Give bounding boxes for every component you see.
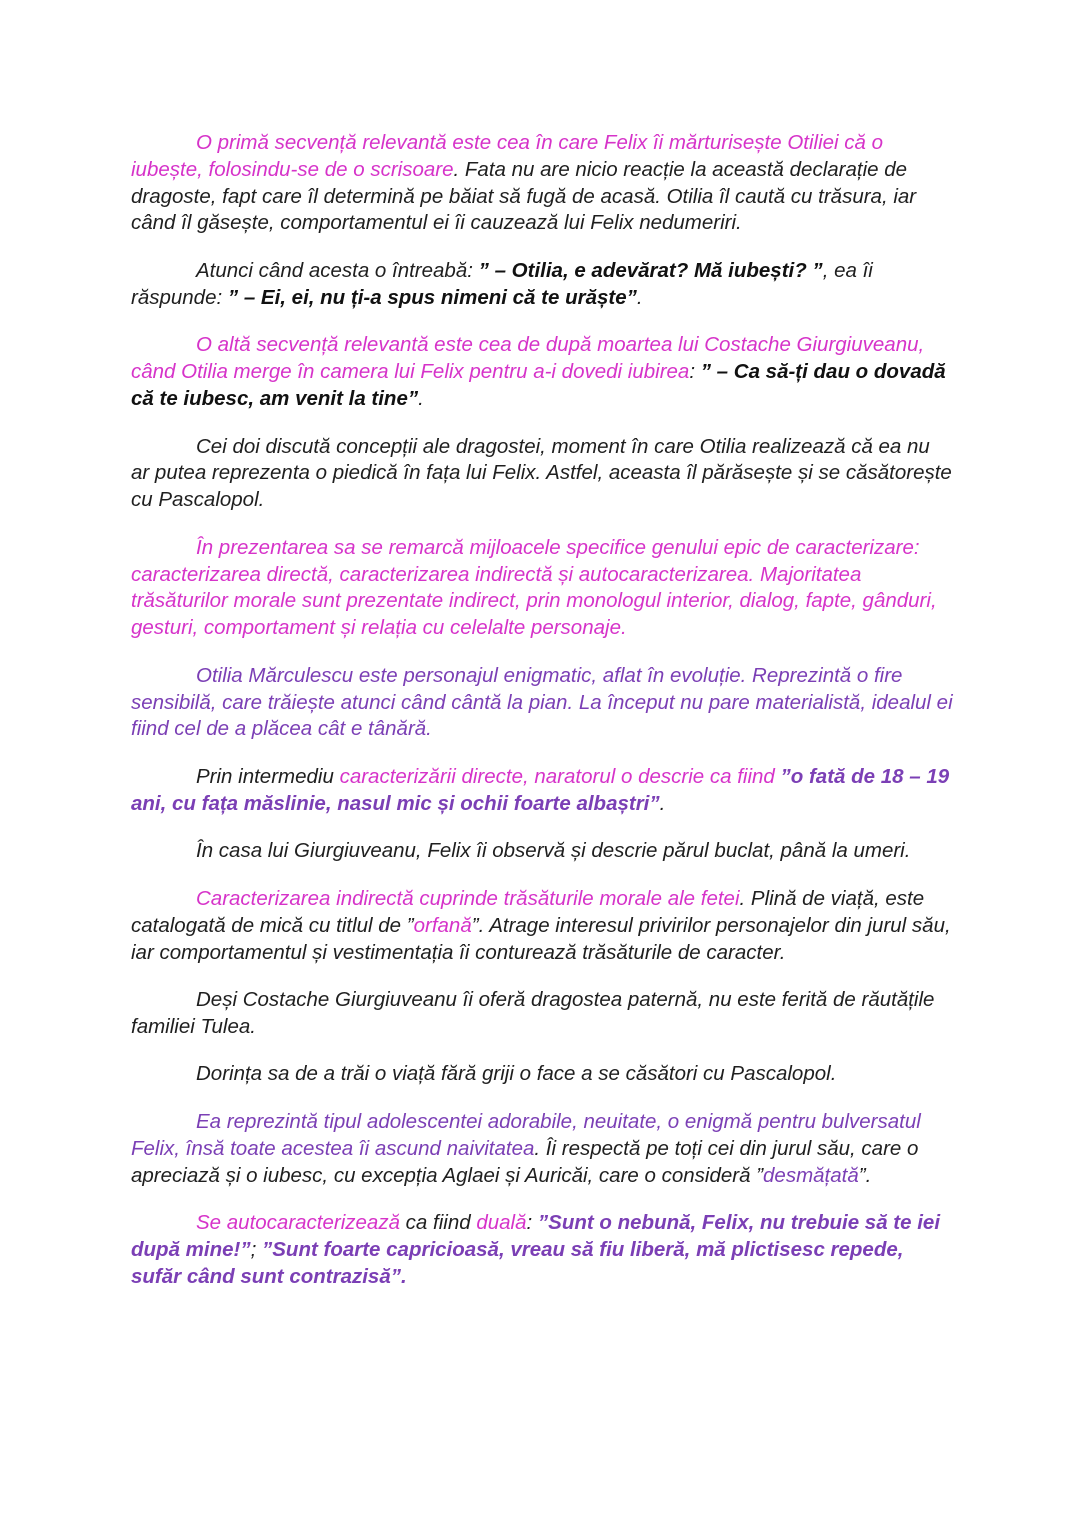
paragraph-11 xyxy=(131,1061,953,1088)
text-run: În prezentarea sa se remarcă mijloacele specifice genului epic de caracterizare: caracterizarea directă, caracterizarea indirectă și autocaracterizarea. Majoritatea trăsăturilor morale sunt prezentate indirect, prin monologul interior, dialog, fapte, gânduri, gesturi, comportament și relația cu celelalte personaje. xyxy=(131,535,937,640)
text-run: ”Sunt o nebună, Felix, nu trebuie să te iei după mine!” xyxy=(131,1211,941,1262)
text-run: Cei doi discută concepții ale dragostei, moment în care Otilia realizează că ea nu ar putea reprezenta o piedică în fața lui Felix. Astfel, aceasta îl părăsește și se căsătorește cu Pascalopol. xyxy=(131,434,952,512)
text-run: Se autocaracterizează xyxy=(196,1211,400,1235)
text-run: : xyxy=(689,360,701,384)
text-run: Prin intermediu xyxy=(196,764,340,788)
text-run: , ea îi răspunde: xyxy=(131,258,873,309)
paragraph-1 xyxy=(131,130,953,237)
text-run: caracterizării directe, naratorul o descrie ca fiind xyxy=(339,764,781,788)
paragraph-10 xyxy=(131,987,953,1041)
paragraph-2 xyxy=(131,258,953,312)
text-run: . xyxy=(659,791,666,815)
document-body xyxy=(131,130,953,1311)
text-run: Atunci când acesta o întreabă: xyxy=(196,258,479,282)
text-run: În casa lui Giurgiuveanu, Felix îi observă și descrie părul buclat, până la umeri. xyxy=(196,839,911,863)
text-run: Caracterizarea indirectă cuprinde trăsăturile morale ale fetei xyxy=(196,886,740,910)
text-run: orfană xyxy=(413,913,472,937)
text-run: ” – Otilia, e adevărat? Mă iubești? ” xyxy=(478,258,823,282)
text-run: : xyxy=(526,1211,538,1235)
paragraph-7 xyxy=(131,764,953,818)
text-run: Otilia Mărculescu este personajul enigmatic, aflat în evoluție. Reprezintă o fire sensibilă, care trăiește atunci când cântă la pian. La început nu pare materialistă, idealul ei fiind cel de a plăcea cât e tânără. xyxy=(131,663,953,741)
text-run: Deși Costache Giurgiuveanu îi oferă dragostea paternă, nu este ferită de răutățile familiei Tulea. xyxy=(131,988,935,1038)
text-run: ”o fată de 18 – 19 ani, cu fața măslinie, nasul mic și ochii foarte albaștri” xyxy=(131,764,950,815)
text-run: desmățată xyxy=(763,1163,859,1187)
paragraph-13 xyxy=(131,1210,953,1290)
text-run: duală xyxy=(476,1211,527,1235)
paragraph-4 xyxy=(131,434,953,514)
paragraph-8 xyxy=(131,838,953,865)
text-run: . xyxy=(636,285,643,309)
paragraph-9 xyxy=(131,886,953,966)
text-run: ” – Ei, ei, nu ți-a spus nimeni că te urăște” xyxy=(227,285,637,309)
text-run: ” – Ca să-ți dau o dovadă că te iubesc, am venit la tine” xyxy=(131,360,946,410)
text-run: Ea reprezintă tipul adolescentei adorabile, neuitate, o enigmă pentru bulversatul Felix, însă toate acestea îi ascund naivitatea xyxy=(131,1110,921,1160)
text-run: . Îi respectă pe toți cei din jurul său, care o apreciază și o iubesc, cu excepția Aglaei și Auricăi, care o consideră ” xyxy=(131,1136,919,1187)
paragraph-12 xyxy=(131,1109,953,1189)
text-run: . Plină de viață, este catalogată de mică cu titlul de ” xyxy=(131,886,925,937)
text-run: ”. Atrage interesul privirilor personajelor din jurul său, iar comportamentul și vestimentația îi conturează trăsăturile de caracter. xyxy=(131,913,951,964)
text-run: . Fata nu are nicio reacție la această declarație de dragoste, fapt care îl determină pe băiat să fugă de acasă. Otilia îl caută cu trăsura, iar când îl găsește, comportamentul ei îi cauzează lui Felix nedumeriri. xyxy=(131,157,917,235)
text-run: ca fiind xyxy=(399,1211,477,1235)
text-run: ”Sunt foarte capricioasă, vreau să fiu liberă, mă plictisesc repede, sufăr când sunt contrazisă”. xyxy=(131,1238,904,1288)
text-run: ”. xyxy=(858,1163,872,1187)
paragraph-6 xyxy=(131,663,953,743)
text-run: Dorința sa de a trăi o viață fără griji o face a se căsători cu Pascalopol. xyxy=(196,1062,837,1086)
text-run: ; xyxy=(250,1238,262,1262)
text-run: O primă secvență relevantă este cea în care Felix îi mărturisește Otiliei că o iubește, folosindu-se de o scrisoare xyxy=(131,131,884,181)
text-run: O altă secvență relevantă este cea de după moartea lui Costache Giurgiuveanu, când Otilia merge în camera lui Felix pentru a-i dovedi iubirea xyxy=(131,333,925,384)
paragraph-3 xyxy=(131,332,953,412)
text-run: . xyxy=(418,386,424,410)
paragraph-5 xyxy=(131,535,953,642)
